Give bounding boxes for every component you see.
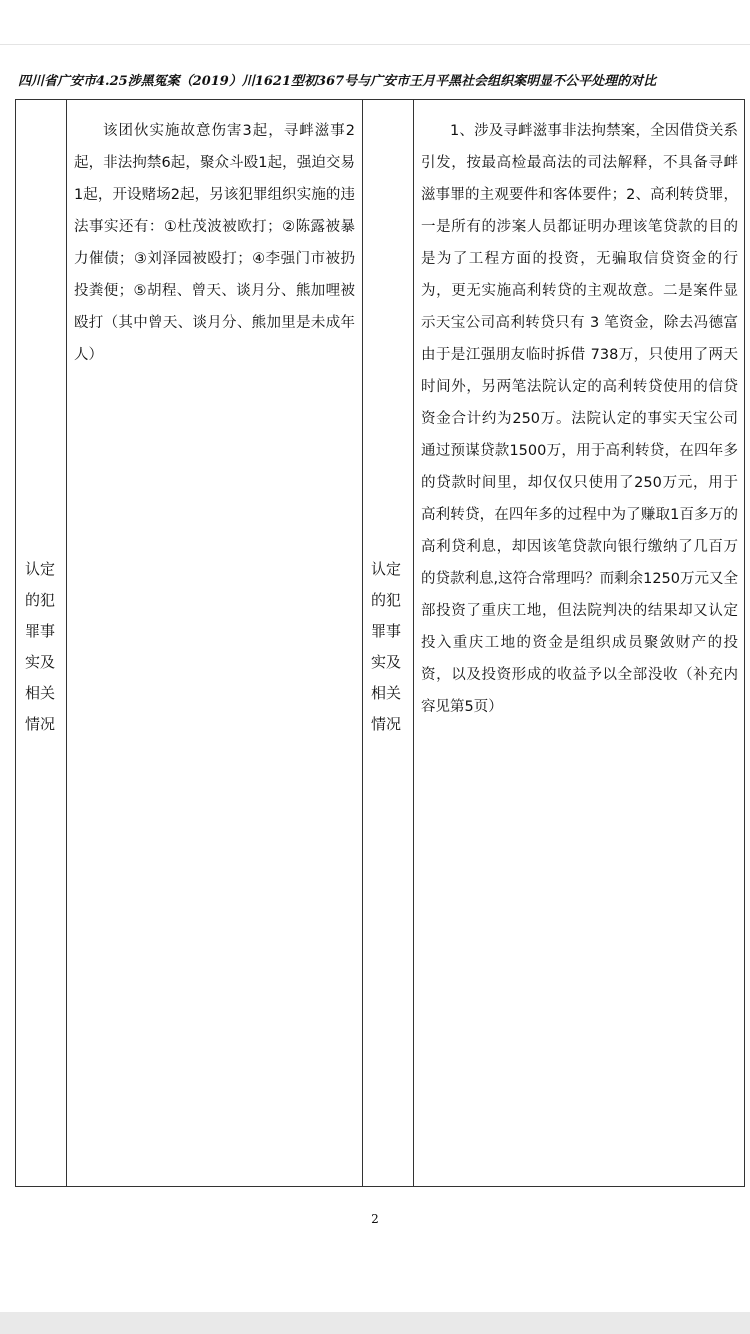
right-label-line: 罪事 bbox=[371, 622, 402, 640]
right-label-line: 认定 bbox=[371, 560, 402, 578]
page-number: 2 bbox=[371, 1212, 379, 1226]
left-label-line: 的犯 bbox=[25, 591, 56, 609]
page-title: 四川省广安市4.25涉黑冤案（2019）川1621型初367号与广安市王月平黑社会组织案明显不公平处理的对比 bbox=[18, 74, 657, 89]
left-label-line: 认定 bbox=[25, 560, 56, 578]
left-row-label bbox=[25, 554, 65, 740]
right-label-line: 情况 bbox=[371, 715, 402, 733]
right-row-label bbox=[371, 554, 411, 740]
table-divider-2 bbox=[362, 100, 363, 1186]
comparison-table bbox=[15, 99, 745, 1187]
right-cell-text: 1、涉及寻衅滋事非法拘禁案，全因借贷关系引发，按最高检最高法的司法解释，不具备寻衅滋事罪的主观要件和客体要件；2、高利转贷罪，一是所有的涉案人员都证明办理该笔贷款的目的是为了工程方面的投资，无骗取信贷资金的行为，更无实施高利转贷的主观故意。二是案件显示天宝公司高利转贷只有 3 笔资金，除去冯德富由于是江强朋友临时拆借 738万，只使用了两天时间外，另两笔法院认定的高利转贷使用的信贷资金合计约为250万。法院认定的事实天宝公司通过预谋贷款1500万，用于高利转贷，在四年多的贷款时间里，却仅仅只使用了250万元，用于高利转贷，在四年多的过程中为了赚取1百多万的高利贷利息，却因该笔贷款向银行缴纳了几百万的贷款利息,这符合常理吗？而剩余1250万元又全部投资了重庆工地，但法院判决的结果却又认定投入重庆工地的资金是组织成员聚敛财产的投资，以及投资形成的收益予以全部没收（补充内容见第5页） bbox=[421, 123, 739, 715]
left-label-line: 情况 bbox=[25, 715, 56, 733]
left-label-line: 罪事 bbox=[25, 622, 56, 640]
right-label-line: 相关 bbox=[371, 684, 402, 702]
left-label-line: 相关 bbox=[25, 684, 56, 702]
bottom-bar bbox=[0, 1312, 750, 1334]
table-divider-3 bbox=[413, 100, 414, 1186]
top-divider bbox=[0, 44, 750, 45]
left-cell-text: 该团伙实施故意伤害3起，寻衅滋事2起，非法拘禁6起，聚众斗殴1起，强迫交易1起，开设赌场2起，另该犯罪组织实施的违法事实还有：①杜茂波被欧打；②陈露被暴力催债；③刘泽园被殴打；④李强门市被扔投粪便；⑤胡程、曾天、谈月分、熊加哩被殴打（其中曾天、谈月分、熊加里是未成年人） bbox=[74, 123, 355, 363]
left-cell bbox=[74, 115, 355, 371]
left-label-line: 实及 bbox=[25, 653, 56, 671]
right-label-line: 的犯 bbox=[371, 591, 402, 609]
right-label-line: 实及 bbox=[371, 653, 402, 671]
table-divider-1 bbox=[66, 100, 67, 1186]
right-cell bbox=[421, 115, 738, 723]
